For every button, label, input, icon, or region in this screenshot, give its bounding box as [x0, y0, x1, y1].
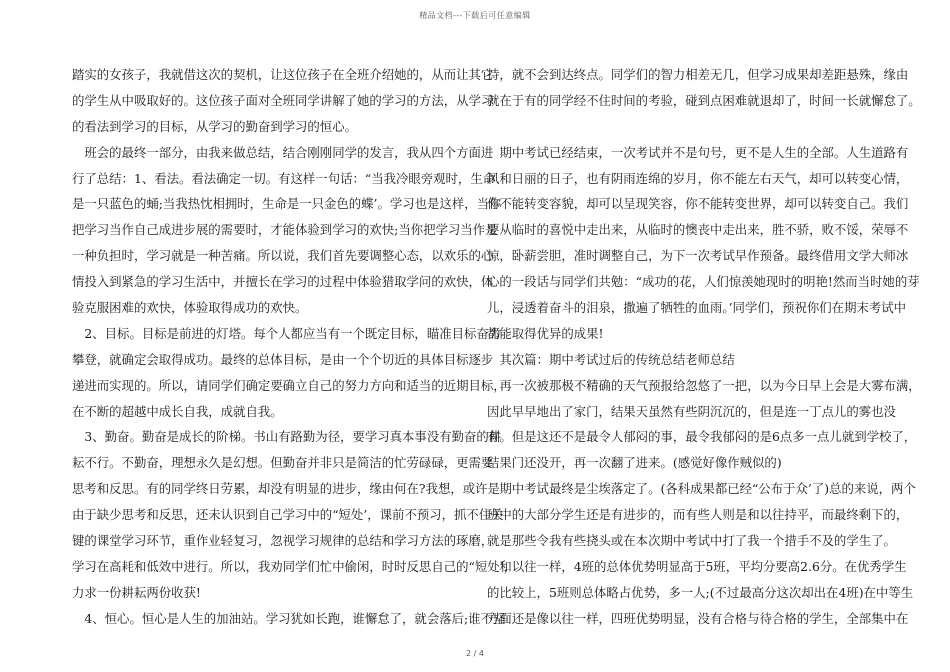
- text-line: 都能取得优异的成果!: [487, 325, 604, 341]
- text-line: 4、恒心。恒心是人生的加油站。学习犹如长跑，谁懈怠了，就会落后;谁不坚: [72, 610, 506, 626]
- text-line: 在不断的超越中成长自我，成就自我。: [72, 403, 283, 419]
- text-line: 因此早早地出了家门，结果天虽然有些阴沉沉的，但是连一丁点儿的雾也没: [487, 403, 896, 419]
- text-line: 有。但是这还不是最令人郁闷的事，最令我郁闷的是6点多一点儿就到学校了，: [487, 429, 917, 445]
- text-line: 攀登，就确定会取得成功。最终的总体目标，是由一个个切近的具体目标逐步: [72, 351, 494, 367]
- text-line: 风和日丽的日子，也有阴雨连绵的岁月，你不能左右天气，却可以转变心情，: [487, 170, 909, 186]
- text-line: 期中考试最终是尘埃落定了。(各科成果都已经“公布于众’了)总的来说，两个: [487, 481, 916, 497]
- text-line: 键的课堂学习环节，重作业轻复习，忽视学习规律的总结和学习方法的琢磨，: [72, 533, 494, 549]
- text-line: 心的一段话与同学们共勉：“成功的花，人们惊羡她现时的明艳!然而当时她的芽: [487, 274, 920, 290]
- text-line: 和以往一样，4班的总体优势明显高于5班，平均分要高2.6分。在优秀学生: [487, 558, 907, 574]
- text-line: 持，就不会到达终点。同学们的智力相差无几，但学习成果却差距悬殊，缘由: [487, 67, 909, 82]
- text-line: 的学生从中吸取好的。这位孩子面对全班同学讲解了她的学习的方法，从学习: [72, 92, 494, 108]
- right-column: [487, 62, 921, 632]
- text-line: 3、勤奋。勤奋是成长的阶梯。书山有路勤为径，要学习真本事没有勤奋的耕: [72, 429, 502, 445]
- text-line: 儿，浸透着奋斗的泪泉，撒遍了牺牲的血雨。’同学们，预祝你们在期末考试中: [487, 300, 907, 316]
- text-line: 惊，卧薪尝胆，准时调整自己，为下一次考试早作预备。最终借用文学大师冰: [487, 248, 909, 264]
- text-line: 踏实的女孩子，我就借这次的契机，让这位孩子在全班介绍她的，从而让其它: [72, 67, 494, 82]
- text-line: 是一只蓝色的蛹;当我热忱相拥时，生命是一只金色的蝶’。学习也是这样，当你: [72, 196, 502, 212]
- text-line: 力求一份耕耘两份收获!: [72, 584, 201, 600]
- text-line: 验克服困难的欢快，体验取得成功的欢快。: [72, 300, 308, 316]
- text-line: 情投入到紧急的学习生活中，并擅长在学习的过程中体验猎取学问的欢快，体: [72, 274, 494, 290]
- text-line: 你不能转变容貌，却可以呈现笑容，你不能转变世界，却可以转变自己。我们: [487, 196, 909, 212]
- text-line: 思考和反思。有的同学终日劳累，却没有明显的进步，缘由何在?我想，或许是: [72, 481, 500, 497]
- text-line: 方面还是像以往一样，四班优势明显，没有合格与待合格的学生，全部集中在: [487, 610, 909, 626]
- text-line: 再一次被那极不精确的天气预报给忽悠了一把，以为今日早上会是大雾布满，: [487, 377, 921, 393]
- paragraph-gap: [487, 114, 879, 140]
- text-line: 的比较上，5班则总体略占优势，多一人;(不过最高分这次却出在4班)在中等生: [487, 584, 914, 600]
- text-line: 的看法到学习的目标，从学习的勤奋到学习的恒心。: [72, 118, 357, 134]
- text-line: 耘不行。不勤奋，理想永久是幻想。但勤奋并非只是简洁的忙劳碌碌，更需要: [72, 455, 494, 471]
- page-number: 2 / 4: [466, 649, 484, 658]
- left-column: [72, 62, 516, 632]
- text-line: 其次篇：期中考试过后的传统总结老师总结: [487, 351, 735, 367]
- text-line: 期中考试已经结束，一次考试并不是句号，更不是人生的全部。人生道路有: [487, 144, 909, 160]
- text-line: 由于缺少思考和反思，还未认识到自己学习中的“短处’，课前不预习，抓不住关: [72, 507, 504, 523]
- text-line: 就在于有的同学经不住时间的考验，碰到点困难就退却了，时间一长就懈怠了。: [487, 92, 921, 108]
- text-line: 班中的大部分学生还是有进步的，而有些人则是和以往持平，而最终剩下的，: [487, 507, 909, 523]
- text-line: 班会的最终一部分，由我来做总结，结合刚刚同学的发言，我从四个方面进: [72, 144, 494, 160]
- text-line: 递进而实现的。所以，请同学们确定要确立自己的努力方向和适当的近期目标，: [72, 377, 506, 393]
- page-header: 精品文档---下载后可任意编辑: [419, 11, 531, 20]
- text-line: 一种负担时，学习就是一种苦痛。所以说，我们首先要调整心态，以欢乐的心: [72, 248, 494, 264]
- text-line: 行了总结：1、看法。看法确定一切。有这样一句话：“当我冷眼旁观时，生命: [72, 170, 496, 186]
- text-line: 把学习当作自己成进步展的需要时，才能体验到学习的欢快;当你把学习当作是: [72, 222, 498, 238]
- text-line: 要从临时的喜悦中走出来，从临时的懊丧中走出来，胜不骄，败不馁，荣辱不: [487, 222, 909, 238]
- text-line: 2、目标。目标是前进的灯塔。每个人都应当有一个既定目标，瞄准目标奋力: [72, 325, 502, 341]
- text-line: 结果门还没开，再一次翻了进来。(感觉好像作贼似的): [487, 455, 782, 471]
- text-line: 就是那些令我有些挠头或在本次期中考试中打了我一个措手不及的学生了。: [487, 533, 896, 549]
- text-line: 学习在高耗和低效中进行。所以，我劝同学们忙中偷闲，时时反思自己的“短处’，: [72, 558, 516, 574]
